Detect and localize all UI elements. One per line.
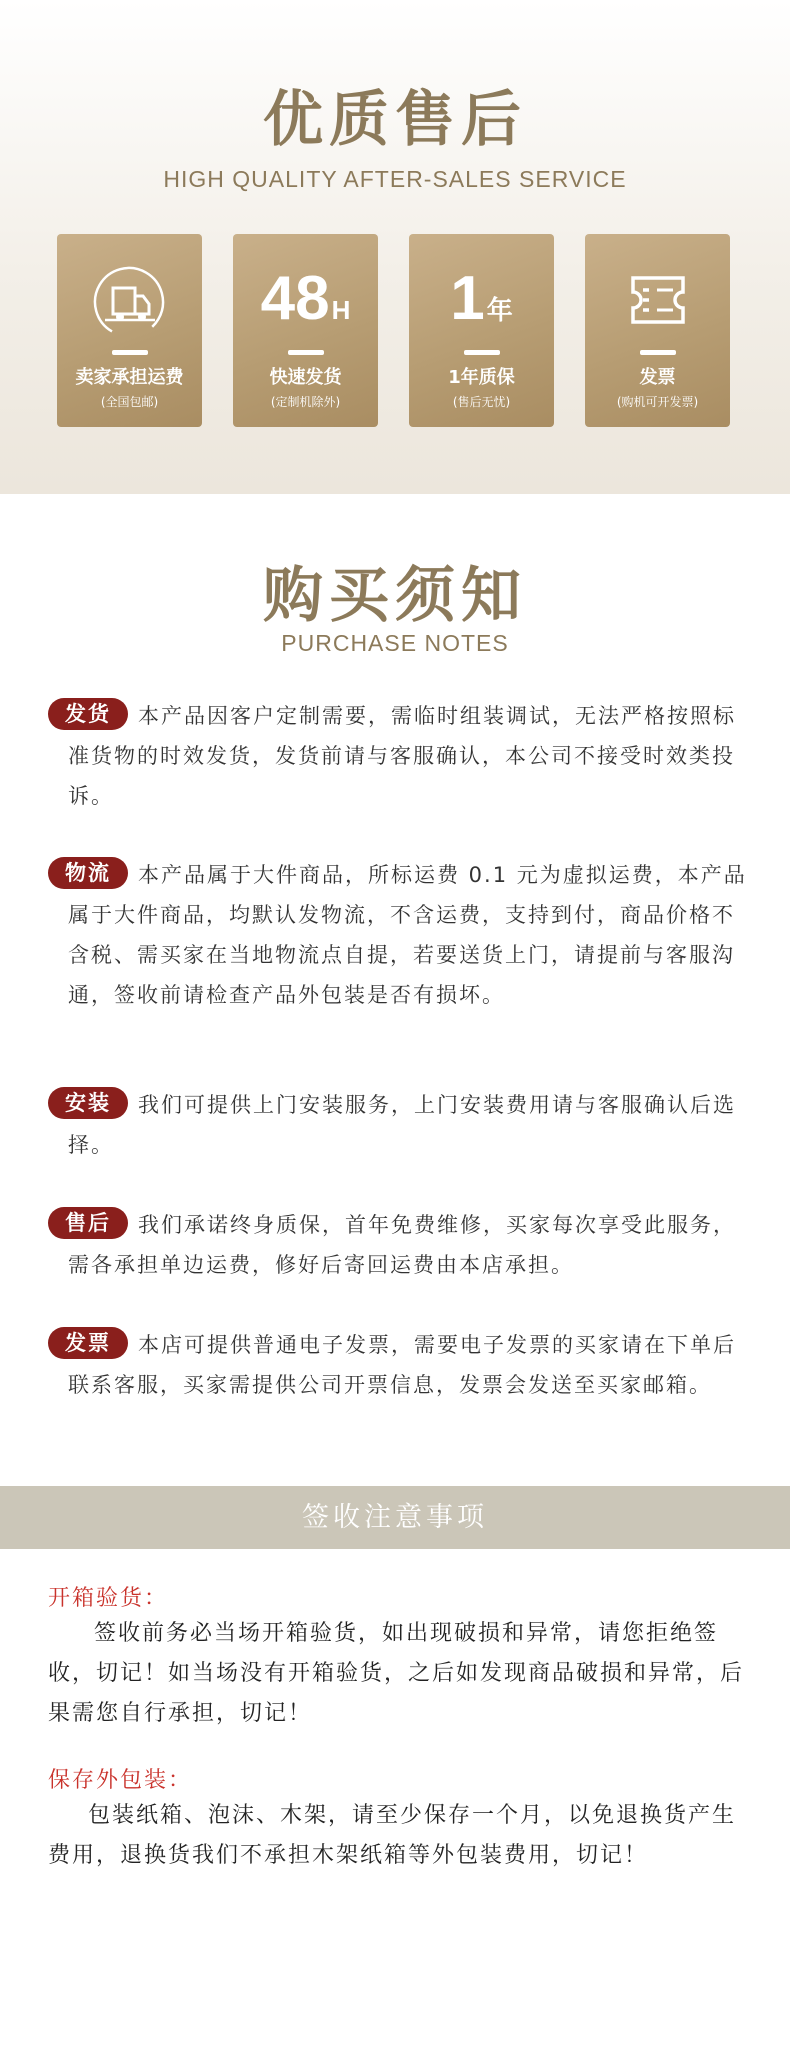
card-divider [464,350,500,355]
note-tag: 售后 [48,1207,128,1239]
unboxing-text: 签收前务必当场开箱验货，如出现破损和异常，请您拒绝签收，切记！如当场没有开箱验货，之后如发现商品破损和异常，后果需您自行承担，切记！ [48,1621,745,1726]
packaging-heading: 保存外包装： [48,1768,193,1793]
delivery-truck-icon [57,262,202,342]
card-label: 发票 [639,367,676,388]
card-sublabel: (定制机除外) [270,395,341,409]
card-label: 快速发货 [269,367,342,388]
packaging-text: 包装纸箱、泡沫、木架，请至少保存一个月，以免退换货产生费用，退换货我们不承担木架纸箱等外包装费用，切记！ [48,1803,737,1868]
note-text: 本产品属于大件商品，所标运费 0.1 元为虚拟运费，本产品属于大件商品，均默认发物流，不含运费，支持到付，商品价格不含税、需买家在当地物流点自提，若要送货上门，请提前与客服沟通，签收前请检查产品外包装是否有损坏。 [68,863,747,1007]
note-shipping [48,696,748,816]
sign-notice-banner: 签收注意事项 [0,1486,790,1549]
purchase-notes-subtitle: PURCHASE NOTES [281,630,509,656]
unboxing-heading: 开箱验货： [48,1586,169,1611]
note-tag: 发票 [48,1327,128,1359]
card-warranty [409,234,554,427]
card-sublabel: (购机可开发票) [616,395,699,409]
note-text: 本店可提供普通电子发票，需要电子发票的买家请在下单后联系客服，买家需提供公司开票信息，发票会发送至买家邮箱。 [68,1333,736,1397]
card-label: 卖家承担运费 [75,367,184,388]
card-sublabel: (全国包邮) [100,395,159,409]
after-sales-title: 优质售后 [263,85,527,155]
after-sales-subtitle: HIGH QUALITY AFTER-SALES SERVICE [163,166,627,192]
card-label: 1年质保 [448,367,515,388]
card-invoice [585,234,730,427]
note-text: 我们可提供上门安装服务，上门安装费用请与客服确认后选择。 [68,1093,736,1157]
card-big-number: 48H [260,264,351,333]
note-after-sales [48,1205,748,1285]
card-sublabel: (售后无忧) [452,395,511,409]
note-tag: 安装 [48,1087,128,1119]
invoice-ticket-icon [585,262,730,342]
note-invoice [48,1325,748,1405]
card-fast-delivery [233,234,378,427]
card-divider [112,350,148,355]
card-divider [640,350,676,355]
note-tag: 发货 [48,698,128,730]
note-text: 本产品因客户定制需要，需临时组装调试，无法严格按照标准货物的时效发货，发货前请与客服确认，本公司不接受时效类投诉。 [68,704,736,808]
card-free-shipping [57,234,202,427]
card-divider [288,350,324,355]
note-tag: 物流 [48,857,128,889]
card-big-number: 1年 [450,264,513,333]
purchase-notes-title: 购买须知 [263,561,527,631]
note-logistics [48,855,748,1015]
note-text: 我们承诺终身质保，首年免费维修，买家每次享受此服务，需各承担单边运费，修好后寄回运费由本店承担。 [68,1213,736,1277]
note-installation [48,1085,748,1165]
